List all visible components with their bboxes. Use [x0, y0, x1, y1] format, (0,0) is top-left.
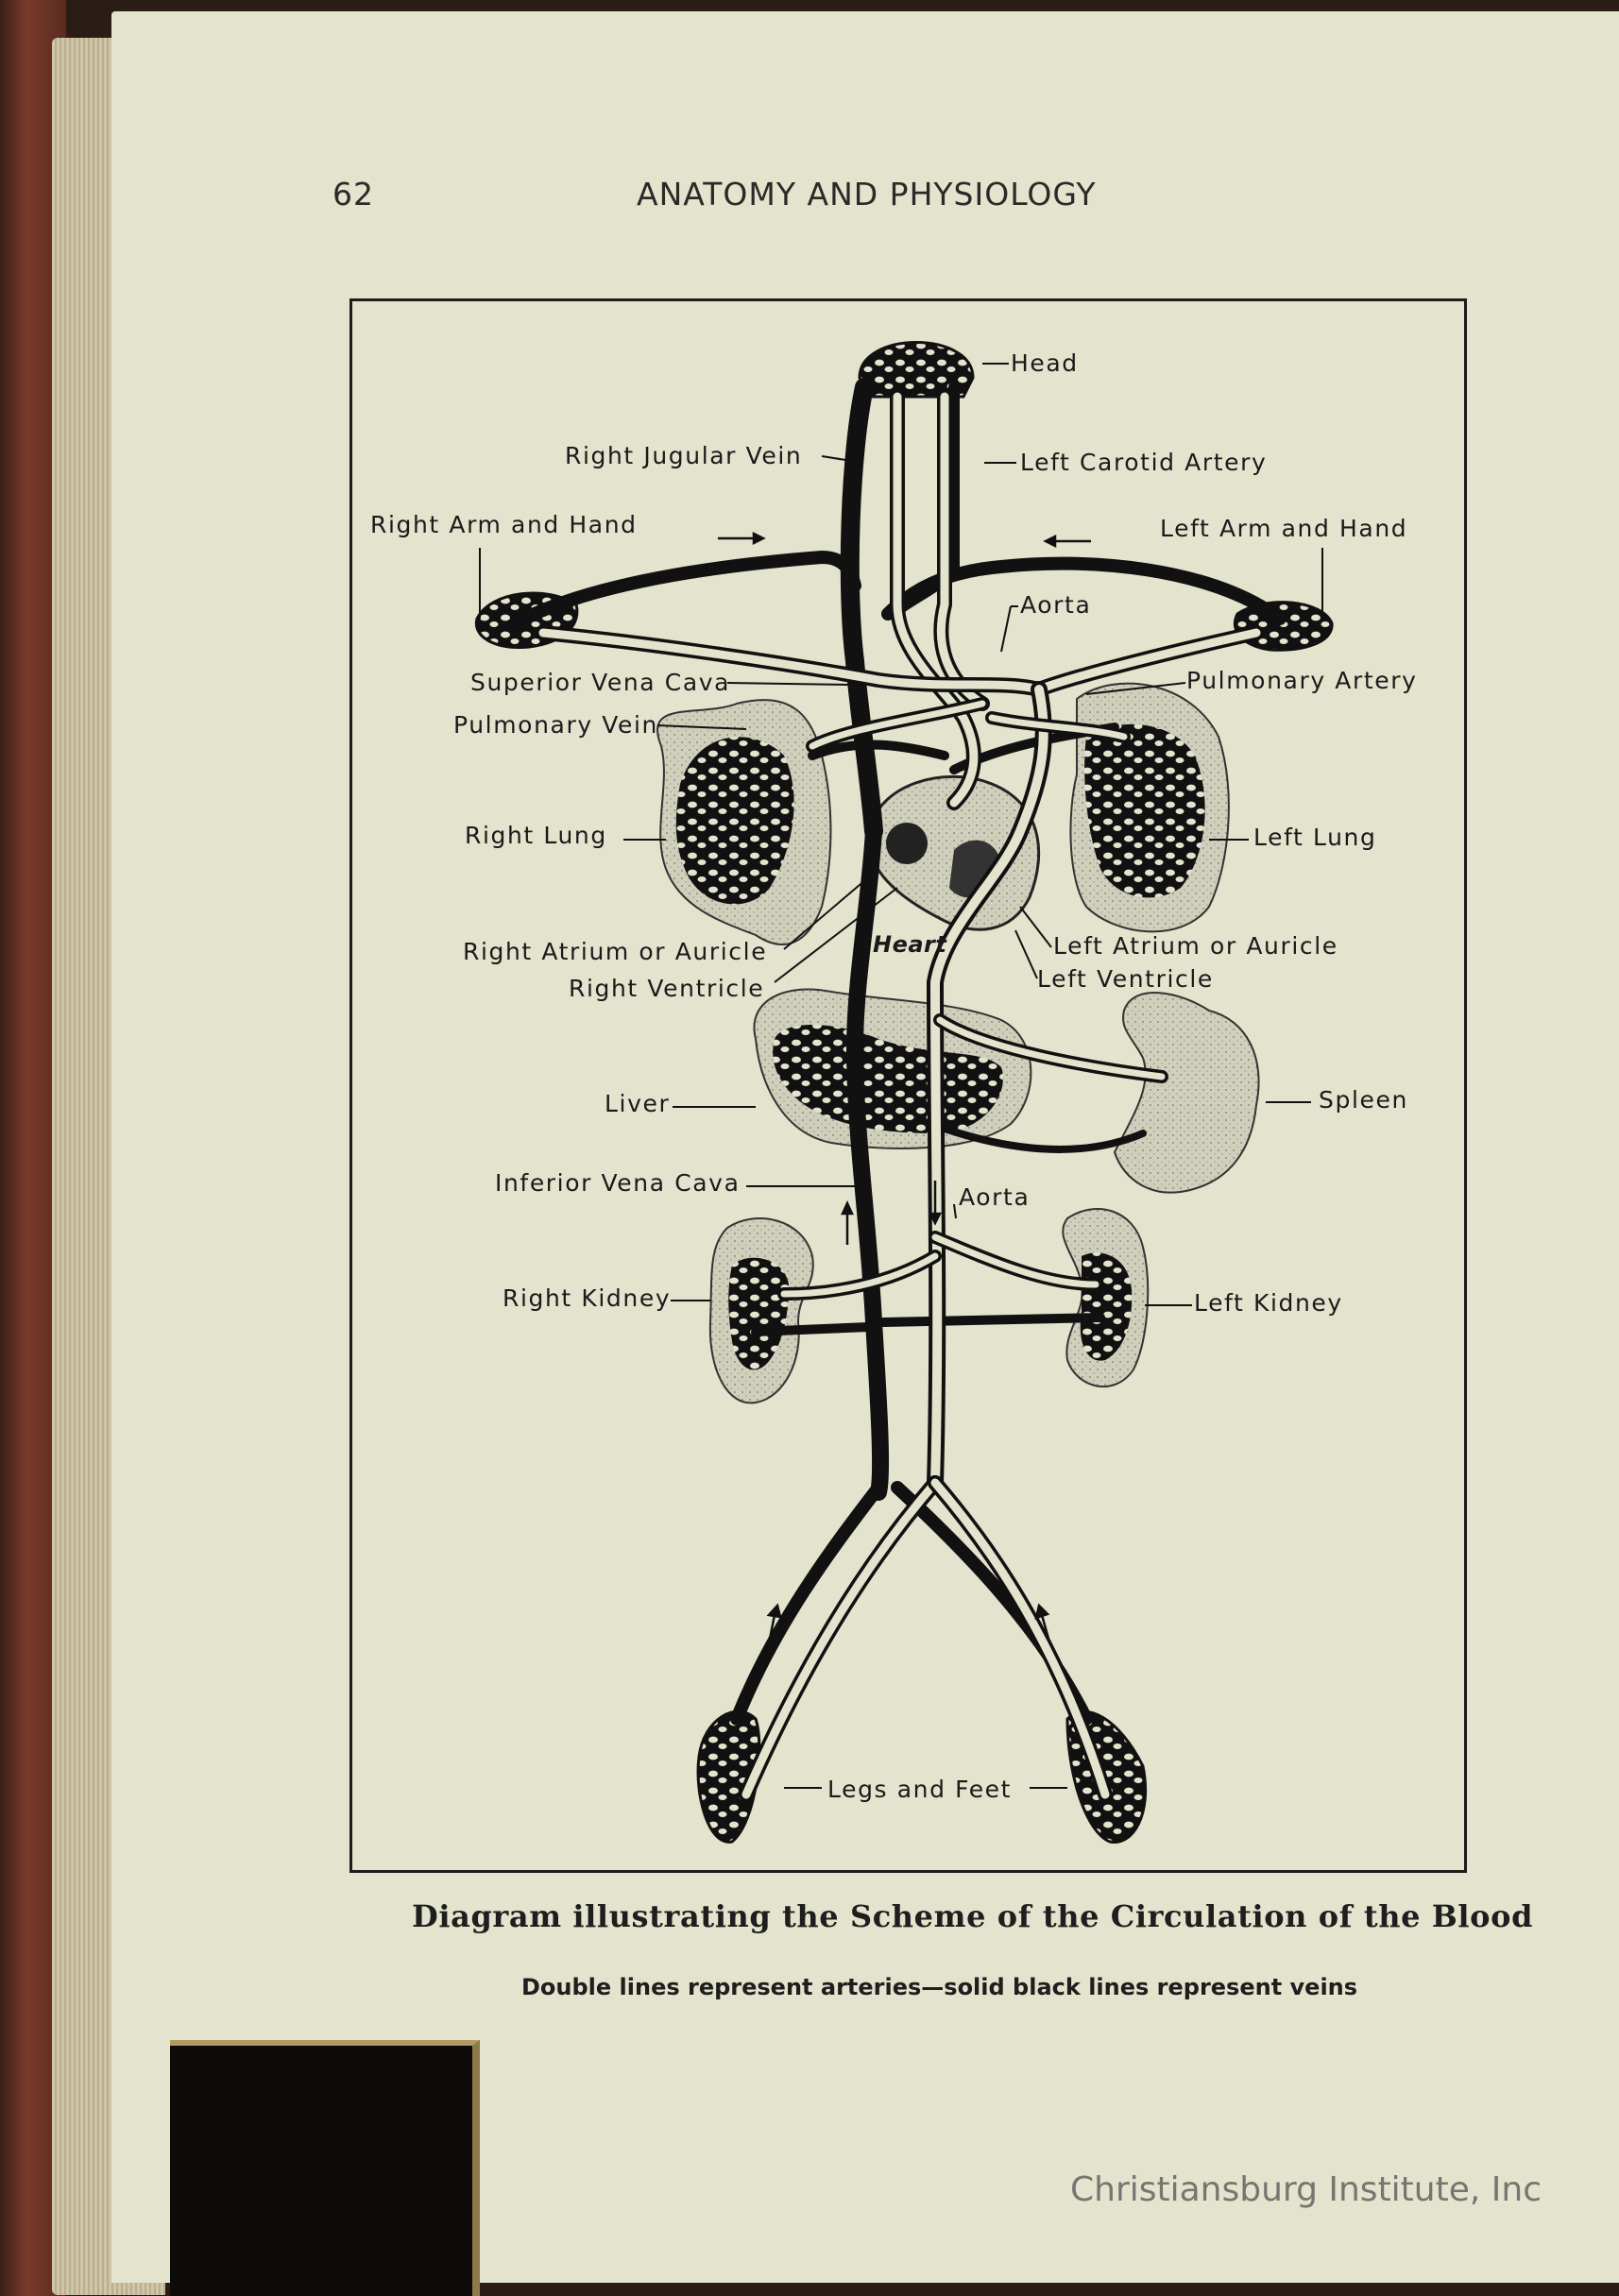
label-superior-vena-cava: Superior Vena Cava	[470, 669, 731, 696]
label-left-lung: Left Lung	[1253, 824, 1377, 851]
label-left-carotid-artery: Left Carotid Artery	[1020, 449, 1268, 476]
label-liver: Liver	[605, 1090, 671, 1117]
label-pulmonary-vein: Pulmonary Vein	[453, 711, 658, 739]
label-spleen: Spleen	[1319, 1086, 1408, 1114]
label-right-jugular-vein: Right Jugular Vein	[565, 442, 803, 469]
label-legs-and-feet: Legs and Feet	[827, 1776, 1013, 1803]
left-hand-capillary-bed	[1235, 603, 1332, 651]
left-lung-shape	[1070, 684, 1228, 932]
label-right-arm-and-hand: Right Arm and Hand	[370, 511, 638, 538]
figure-caption: Diagram illustrating the Scheme of the Circulation of the Blood	[412, 1898, 1534, 1934]
label-left-ventricle: Left Ventricle	[1037, 965, 1214, 993]
label-left-arm-and-hand: Left Arm and Hand	[1160, 515, 1408, 542]
label-heart: Heart	[873, 931, 947, 958]
watermark: Christiansburg Institute, Inc	[1069, 2170, 1542, 2209]
right-lung-shape	[657, 700, 830, 944]
spleen-shape	[1115, 993, 1259, 1193]
page-clip	[170, 2040, 480, 2296]
label-right-ventricle: Right Ventricle	[569, 975, 765, 1002]
page-number: 62	[332, 176, 374, 213]
left-kidney-shape	[1063, 1209, 1148, 1386]
label-left-atrium: Left Atrium or Auricle	[1053, 932, 1338, 960]
label-pulmonary-artery: Pulmonary Artery	[1186, 667, 1418, 694]
label-left-kidney: Left Kidney	[1194, 1289, 1343, 1317]
running-head: ANATOMY AND PHYSIOLOGY	[637, 176, 1097, 213]
label-aorta-upper: Aorta	[1020, 591, 1092, 619]
liver-shape	[754, 989, 1031, 1148]
label-right-atrium: Right Atrium or Auricle	[463, 938, 768, 965]
label-right-lung: Right Lung	[465, 822, 607, 849]
right-kidney-shape	[710, 1218, 813, 1403]
label-inferior-vena-cava: Inferior Vena Cava	[495, 1169, 741, 1197]
label-head: Head	[1011, 349, 1079, 377]
figure-legend: Double lines represent arteries—solid black lines represent veins	[521, 1974, 1358, 2000]
label-aorta-lower: Aorta	[959, 1183, 1031, 1211]
label-right-kidney: Right Kidney	[503, 1284, 672, 1312]
